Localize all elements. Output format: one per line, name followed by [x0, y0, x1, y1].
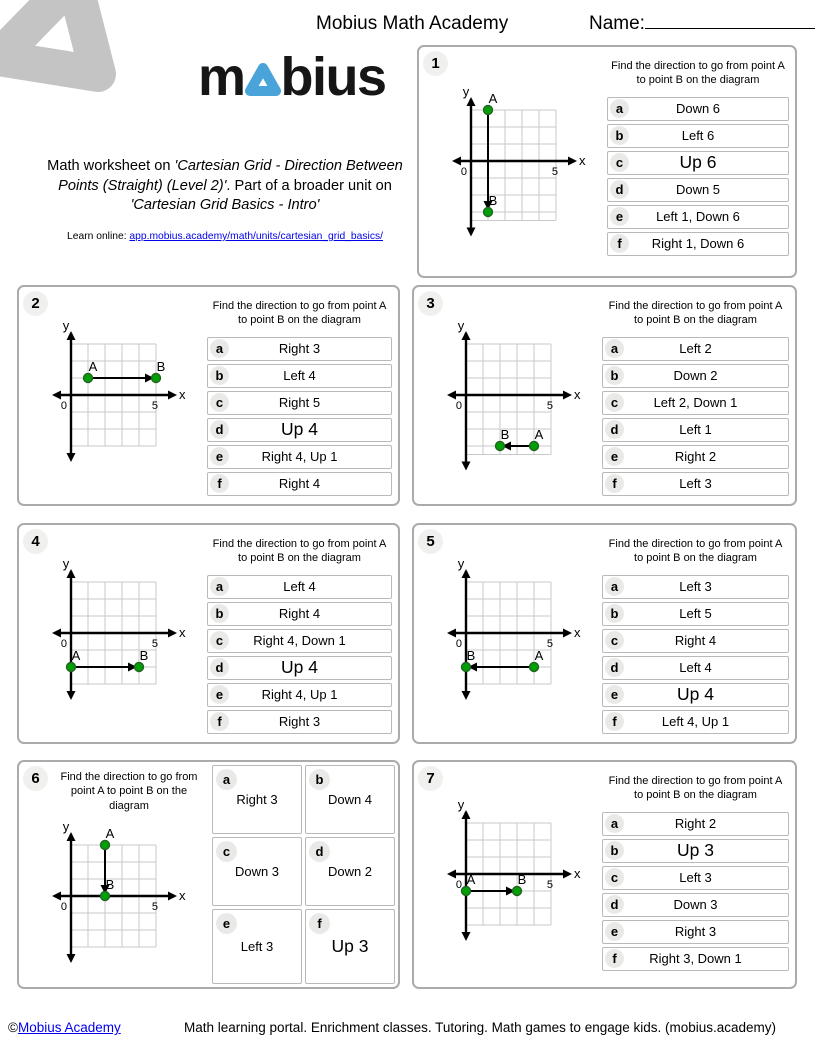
answer-option [602, 893, 789, 917]
option-text: Right 2 [674, 449, 717, 465]
answer-option [207, 472, 392, 496]
option-letter-badge: e [605, 447, 624, 466]
card-body [19, 762, 398, 987]
diagram-column [414, 525, 602, 742]
page-title: Mobius Math Academy [316, 13, 509, 34]
y-axis-label: y [62, 319, 70, 333]
option-text: Up 4 [281, 657, 318, 678]
option-letter-badge: c [210, 393, 229, 412]
answers-column [207, 525, 398, 742]
card-body [19, 525, 398, 742]
point-b [462, 662, 471, 671]
option-text: Right 4, Down 1 [253, 633, 346, 649]
option-letter-badge: a [605, 814, 624, 833]
x-tick-5-label: 5 [546, 878, 553, 891]
answer-option [607, 178, 789, 202]
option-text: Down 2 [327, 864, 373, 879]
option-text: Left 4 [283, 579, 316, 595]
option-letter-badge: b [605, 604, 624, 623]
option-letter-badge: c [605, 868, 624, 887]
option-letter-badge: b [605, 841, 624, 860]
diagram-column [19, 525, 207, 742]
question-text: Find the direction to go from point A to point B on the diagram [608, 300, 783, 327]
answer-option [305, 765, 395, 834]
footer-copyright [8, 1020, 121, 1035]
diagram-wrapper [43, 821, 209, 978]
option-text: Left 3 [240, 939, 274, 954]
problem-card [412, 760, 797, 989]
option-text: Left 5 [679, 606, 712, 622]
logo-text-right: bius [280, 47, 386, 107]
point-b [152, 373, 161, 382]
point-a-label: A [105, 825, 115, 841]
problem-card [417, 45, 797, 278]
option-text: Down 3 [673, 897, 718, 913]
mobius-o-icon [243, 58, 283, 104]
answer-grid [209, 762, 398, 987]
x-tick-5-label: 5 [546, 637, 553, 650]
answer-option [607, 232, 789, 256]
point-b-label: B [105, 876, 115, 892]
point-b-label: B [488, 192, 498, 208]
learn-online-line [38, 231, 412, 242]
x-axis-label: x [179, 386, 186, 402]
answer-list [602, 575, 789, 734]
worksheet-description [38, 157, 412, 216]
x-axis-left-arrow [52, 628, 61, 637]
option-letter-badge: d [605, 420, 624, 439]
x-axis-right-arrow [563, 628, 572, 637]
answer-option [602, 418, 789, 442]
mobius-swirl-logo [0, 0, 134, 126]
option-letter-badge: a [210, 339, 229, 358]
point-b [513, 886, 522, 895]
x-axis-right-arrow [168, 628, 177, 637]
answer-option [602, 947, 789, 971]
question-text: Find the direction to go from point A to point B on the diagram [212, 538, 387, 565]
x-axis-left-arrow [52, 891, 61, 900]
answer-option [607, 124, 789, 148]
y-axis-bottom-arrow [462, 461, 471, 470]
option-text: Left 4, Up 1 [661, 714, 730, 730]
card-body [19, 287, 398, 504]
name-field [589, 13, 815, 35]
x-tick-5-label: 5 [151, 637, 158, 650]
answer-option [305, 837, 395, 906]
option-letter-badge: d [210, 420, 229, 439]
x-axis-label: x [574, 624, 581, 640]
x-tick-5-label: 5 [151, 399, 158, 412]
problem-card [17, 760, 400, 989]
x-axis-left-arrow [447, 869, 456, 878]
cartesian-diagram [438, 320, 588, 472]
option-letter-badge: a [605, 577, 624, 596]
option-letter-badge: e [210, 447, 229, 466]
answers-column [607, 47, 795, 276]
problem-card [412, 285, 797, 506]
option-text: Left 3 [679, 476, 712, 492]
point-a-label: A [466, 871, 476, 887]
point-b-label: B [500, 426, 510, 442]
answer-list [602, 812, 789, 971]
x-axis-right-arrow [568, 156, 577, 165]
option-text: Up 4 [281, 419, 318, 440]
diagram-column [414, 287, 602, 504]
origin-label: 0 [455, 878, 462, 891]
option-text: Right 3 [674, 924, 717, 940]
point-a [67, 662, 76, 671]
x-tick-5-label: 5 [546, 399, 553, 412]
answer-option [305, 909, 395, 984]
option-letter-badge: b [309, 769, 330, 790]
problem-card [17, 523, 400, 744]
point-a-label: A [488, 90, 498, 106]
question-number-badge [418, 291, 443, 316]
y-axis-bottom-arrow [467, 227, 476, 236]
option-letter-badge: a [210, 577, 229, 596]
answer-option [602, 920, 789, 944]
option-letter-badge: b [210, 604, 229, 623]
answer-list [207, 575, 392, 734]
question-number: 7 [426, 770, 435, 787]
option-letter-badge: a [610, 99, 629, 118]
option-text: Up 3 [331, 936, 369, 956]
answer-option [602, 710, 789, 734]
option-text: Left 4 [283, 368, 316, 384]
option-letter-badge: c [610, 153, 629, 172]
option-letter-badge: a [605, 339, 624, 358]
learn-online-label: Learn online: [67, 231, 130, 242]
origin-label: 0 [460, 165, 467, 178]
question-number: 2 [31, 295, 40, 312]
option-text: Right 4, Up 1 [261, 449, 338, 465]
answer-option [602, 364, 789, 388]
option-text: Up 4 [677, 684, 714, 705]
answer-option [212, 837, 302, 906]
y-axis-bottom-arrow [67, 691, 76, 700]
x-axis-label: x [574, 865, 581, 881]
x-axis-label: x [574, 386, 581, 402]
option-text: Right 4 [278, 606, 321, 622]
cartesian-diagram [43, 320, 193, 472]
x-axis-label: x [179, 624, 186, 640]
option-letter-badge: b [610, 126, 629, 145]
point-b [496, 441, 505, 450]
point-b [135, 662, 144, 671]
y-axis-bottom-arrow [67, 954, 76, 963]
point-a-label: A [88, 358, 98, 374]
y-axis-bottom-arrow [67, 453, 76, 462]
option-letter-badge: e [210, 685, 229, 704]
answers-column [602, 762, 795, 987]
point-a [101, 840, 110, 849]
option-text: Up 6 [679, 152, 717, 173]
option-letter-badge: d [605, 658, 624, 677]
option-text: Right 1, Down 6 [651, 236, 745, 252]
cartesian-diagram [43, 558, 193, 710]
cartesian-diagram [443, 86, 593, 238]
option-letter-badge: e [605, 922, 624, 941]
option-text: Down 6 [675, 101, 721, 117]
answers-column [602, 525, 795, 742]
option-text: Right 3 [236, 792, 278, 807]
option-letter-badge: c [605, 631, 624, 650]
answer-option [602, 575, 789, 599]
y-axis-label: y [62, 820, 70, 834]
intro-italic-1: 'Cartesian Grid - Direction Between Points (Straight) (Level 2)' [58, 158, 403, 194]
y-axis-bottom-arrow [462, 932, 471, 941]
option-text: Right 4 [278, 476, 321, 492]
point-a [530, 441, 539, 450]
point-b [484, 207, 493, 216]
name-label: Name: [589, 13, 645, 34]
point-a [484, 105, 493, 114]
option-text: Down 3 [234, 864, 280, 879]
option-text: Right 3 [278, 714, 321, 730]
answer-option [602, 866, 789, 890]
x-axis-right-arrow [563, 390, 572, 399]
option-text: Left 2, Down 1 [653, 395, 738, 411]
option-text: Right 3, Down 1 [649, 951, 742, 967]
option-letter-badge: d [605, 895, 624, 914]
option-text: Right 2 [674, 816, 717, 832]
option-letter-badge: f [309, 913, 330, 934]
option-letter-badge: b [210, 366, 229, 385]
option-letter-badge: b [605, 366, 624, 385]
y-axis-label: y [62, 557, 70, 571]
option-text: Left 3 [679, 870, 712, 886]
question-number: 4 [31, 533, 40, 550]
grid-lines [471, 110, 556, 221]
x-axis-left-arrow [447, 390, 456, 399]
option-text: Left 2 [679, 341, 712, 357]
logo-text-left: m [198, 47, 245, 107]
mobius-logo [198, 46, 386, 108]
answer-option [602, 839, 789, 863]
point-a-label: A [71, 647, 81, 663]
answer-option [602, 602, 789, 626]
answer-option [207, 575, 392, 599]
option-text: Left 1, Down 6 [656, 209, 740, 225]
footer-academy-link[interactable]: Mobius Academy [17, 1020, 121, 1035]
cartesian-diagram [438, 799, 588, 951]
option-letter-badge: f [605, 712, 624, 731]
answer-option [207, 683, 392, 707]
question-text: Find the direction to go from point A to point B on the diagram [608, 538, 783, 565]
point-a [530, 662, 539, 671]
option-letter-badge: c [605, 393, 624, 412]
option-text: Left 3 [679, 579, 712, 595]
origin-label: 0 [455, 399, 462, 412]
intro-italic-2: 'Cartesian Grid Basics - Intro' [130, 197, 320, 214]
answer-option [602, 629, 789, 653]
copyright-symbol: © [8, 1020, 18, 1035]
y-axis-label: y [457, 557, 465, 571]
option-letter-badge: c [210, 631, 229, 650]
answer-option [607, 151, 789, 175]
answer-option [607, 205, 789, 229]
option-letter-badge: e [216, 913, 237, 934]
cartesian-diagram [43, 821, 193, 973]
option-letter-badge: e [605, 685, 624, 704]
answer-option [207, 602, 392, 626]
option-letter-badge: a [216, 769, 237, 790]
card-body [414, 525, 795, 742]
x-axis-right-arrow [168, 891, 177, 900]
answers-column [207, 287, 398, 504]
answer-list [607, 97, 789, 256]
option-text: Left 6 [681, 128, 715, 144]
learn-online-link[interactable]: app.mobius.academy/math/units/cartesian_grid_basics/ [129, 231, 383, 242]
option-letter-badge: c [216, 841, 237, 862]
answer-option [607, 97, 789, 121]
point-b-label: B [517, 871, 527, 887]
option-letter-badge: f [605, 474, 624, 493]
answer-option [602, 683, 789, 707]
point-a [84, 373, 93, 382]
x-axis-left-arrow [452, 156, 461, 165]
diagram-column [19, 762, 209, 987]
option-letter-badge: d [610, 180, 629, 199]
answer-option [602, 445, 789, 469]
origin-label: 0 [60, 900, 67, 913]
answer-option [602, 337, 789, 361]
point-a [462, 886, 471, 895]
diagram-column [19, 287, 207, 504]
option-letter-badge: f [610, 234, 629, 253]
point-b-label: B [156, 358, 166, 374]
question-text: Find the direction to go from point A to point B on the diagram [212, 300, 387, 327]
y-axis-bottom-arrow [462, 691, 471, 700]
option-text: Right 4 [674, 633, 717, 649]
cartesian-diagram [438, 558, 588, 710]
question-number: 5 [426, 533, 435, 550]
answer-option [602, 812, 789, 836]
card-body [414, 287, 795, 504]
problem-card [17, 285, 400, 506]
point-b-label: B [466, 647, 476, 663]
answer-option [602, 472, 789, 496]
question-number-badge [23, 529, 48, 554]
card-body [414, 762, 795, 987]
option-text: Down 4 [327, 792, 373, 807]
option-text: Right 4, Up 1 [261, 687, 338, 703]
option-text: Left 1 [679, 422, 712, 438]
option-text: Right 3 [278, 341, 321, 357]
answer-option [602, 656, 789, 680]
option-letter-badge: f [210, 474, 229, 493]
question-number-badge [418, 766, 443, 791]
problem-card [412, 523, 797, 744]
point-b [101, 891, 110, 900]
origin-label: 0 [60, 399, 67, 412]
point-a-label: A [534, 647, 544, 663]
option-letter-badge: e [610, 207, 629, 226]
x-axis-right-arrow [168, 390, 177, 399]
x-tick-5-label: 5 [551, 165, 558, 178]
origin-label: 0 [455, 637, 462, 650]
intro-plain-2: . Part of a broader unit on [226, 177, 392, 194]
question-text: Find the direction to go from point A to point B on the diagram [608, 775, 783, 802]
option-text: Left 4 [679, 660, 712, 676]
answer-option [602, 391, 789, 415]
question-number-badge [23, 291, 48, 316]
x-axis-right-arrow [563, 869, 572, 878]
diagram-column [419, 47, 607, 276]
origin-label: 0 [60, 637, 67, 650]
question-number: 3 [426, 295, 435, 312]
answer-option [207, 710, 392, 734]
diagram-column [414, 762, 602, 987]
point-a-label: A [534, 426, 544, 442]
card-body [419, 47, 795, 276]
answer-option [207, 445, 392, 469]
answer-list [602, 337, 789, 496]
answer-option [207, 656, 392, 680]
y-axis-label: y [462, 85, 470, 99]
option-letter-badge: d [210, 658, 229, 677]
answers-column [602, 287, 795, 504]
question-number-badge [418, 529, 443, 554]
question-number: 6 [31, 770, 40, 787]
option-text: Up 3 [677, 840, 714, 861]
answer-option [212, 909, 302, 984]
answer-option [207, 337, 392, 361]
option-letter-badge: d [309, 841, 330, 862]
question-number-badge [423, 51, 448, 76]
point-b-label: B [139, 647, 149, 663]
option-text: Right 5 [278, 395, 321, 411]
x-axis-label: x [179, 887, 186, 903]
question-text: Find the direction to go from point A to point B on the diagram [60, 771, 198, 812]
name-blank-line [645, 13, 815, 29]
footer-tagline: Math learning portal. Enrichment classes. Tutoring. Math games to engage kids. (mobius.academy) [184, 1020, 777, 1035]
option-letter-badge: f [210, 712, 229, 731]
answer-option [207, 418, 392, 442]
intro-plain-1: Math worksheet on [47, 158, 175, 174]
y-axis-label: y [457, 319, 465, 333]
x-axis-left-arrow [52, 390, 61, 399]
x-tick-5-label: 5 [151, 900, 158, 913]
answer-option [207, 364, 392, 388]
option-letter-badge: f [605, 949, 624, 968]
answer-option [212, 765, 302, 834]
swirl-loop [0, 0, 98, 74]
x-axis-left-arrow [447, 628, 456, 637]
option-text: Down 2 [673, 368, 718, 384]
question-text: Find the direction to go from point A to point B on the diagram [611, 60, 785, 87]
x-axis-label: x [579, 152, 586, 168]
question-number-badge [23, 766, 48, 791]
y-axis-label: y [457, 798, 465, 812]
answer-option [207, 629, 392, 653]
answer-list [207, 337, 392, 496]
answer-option [207, 391, 392, 415]
question-number: 1 [431, 55, 440, 72]
option-text: Down 5 [675, 182, 721, 198]
